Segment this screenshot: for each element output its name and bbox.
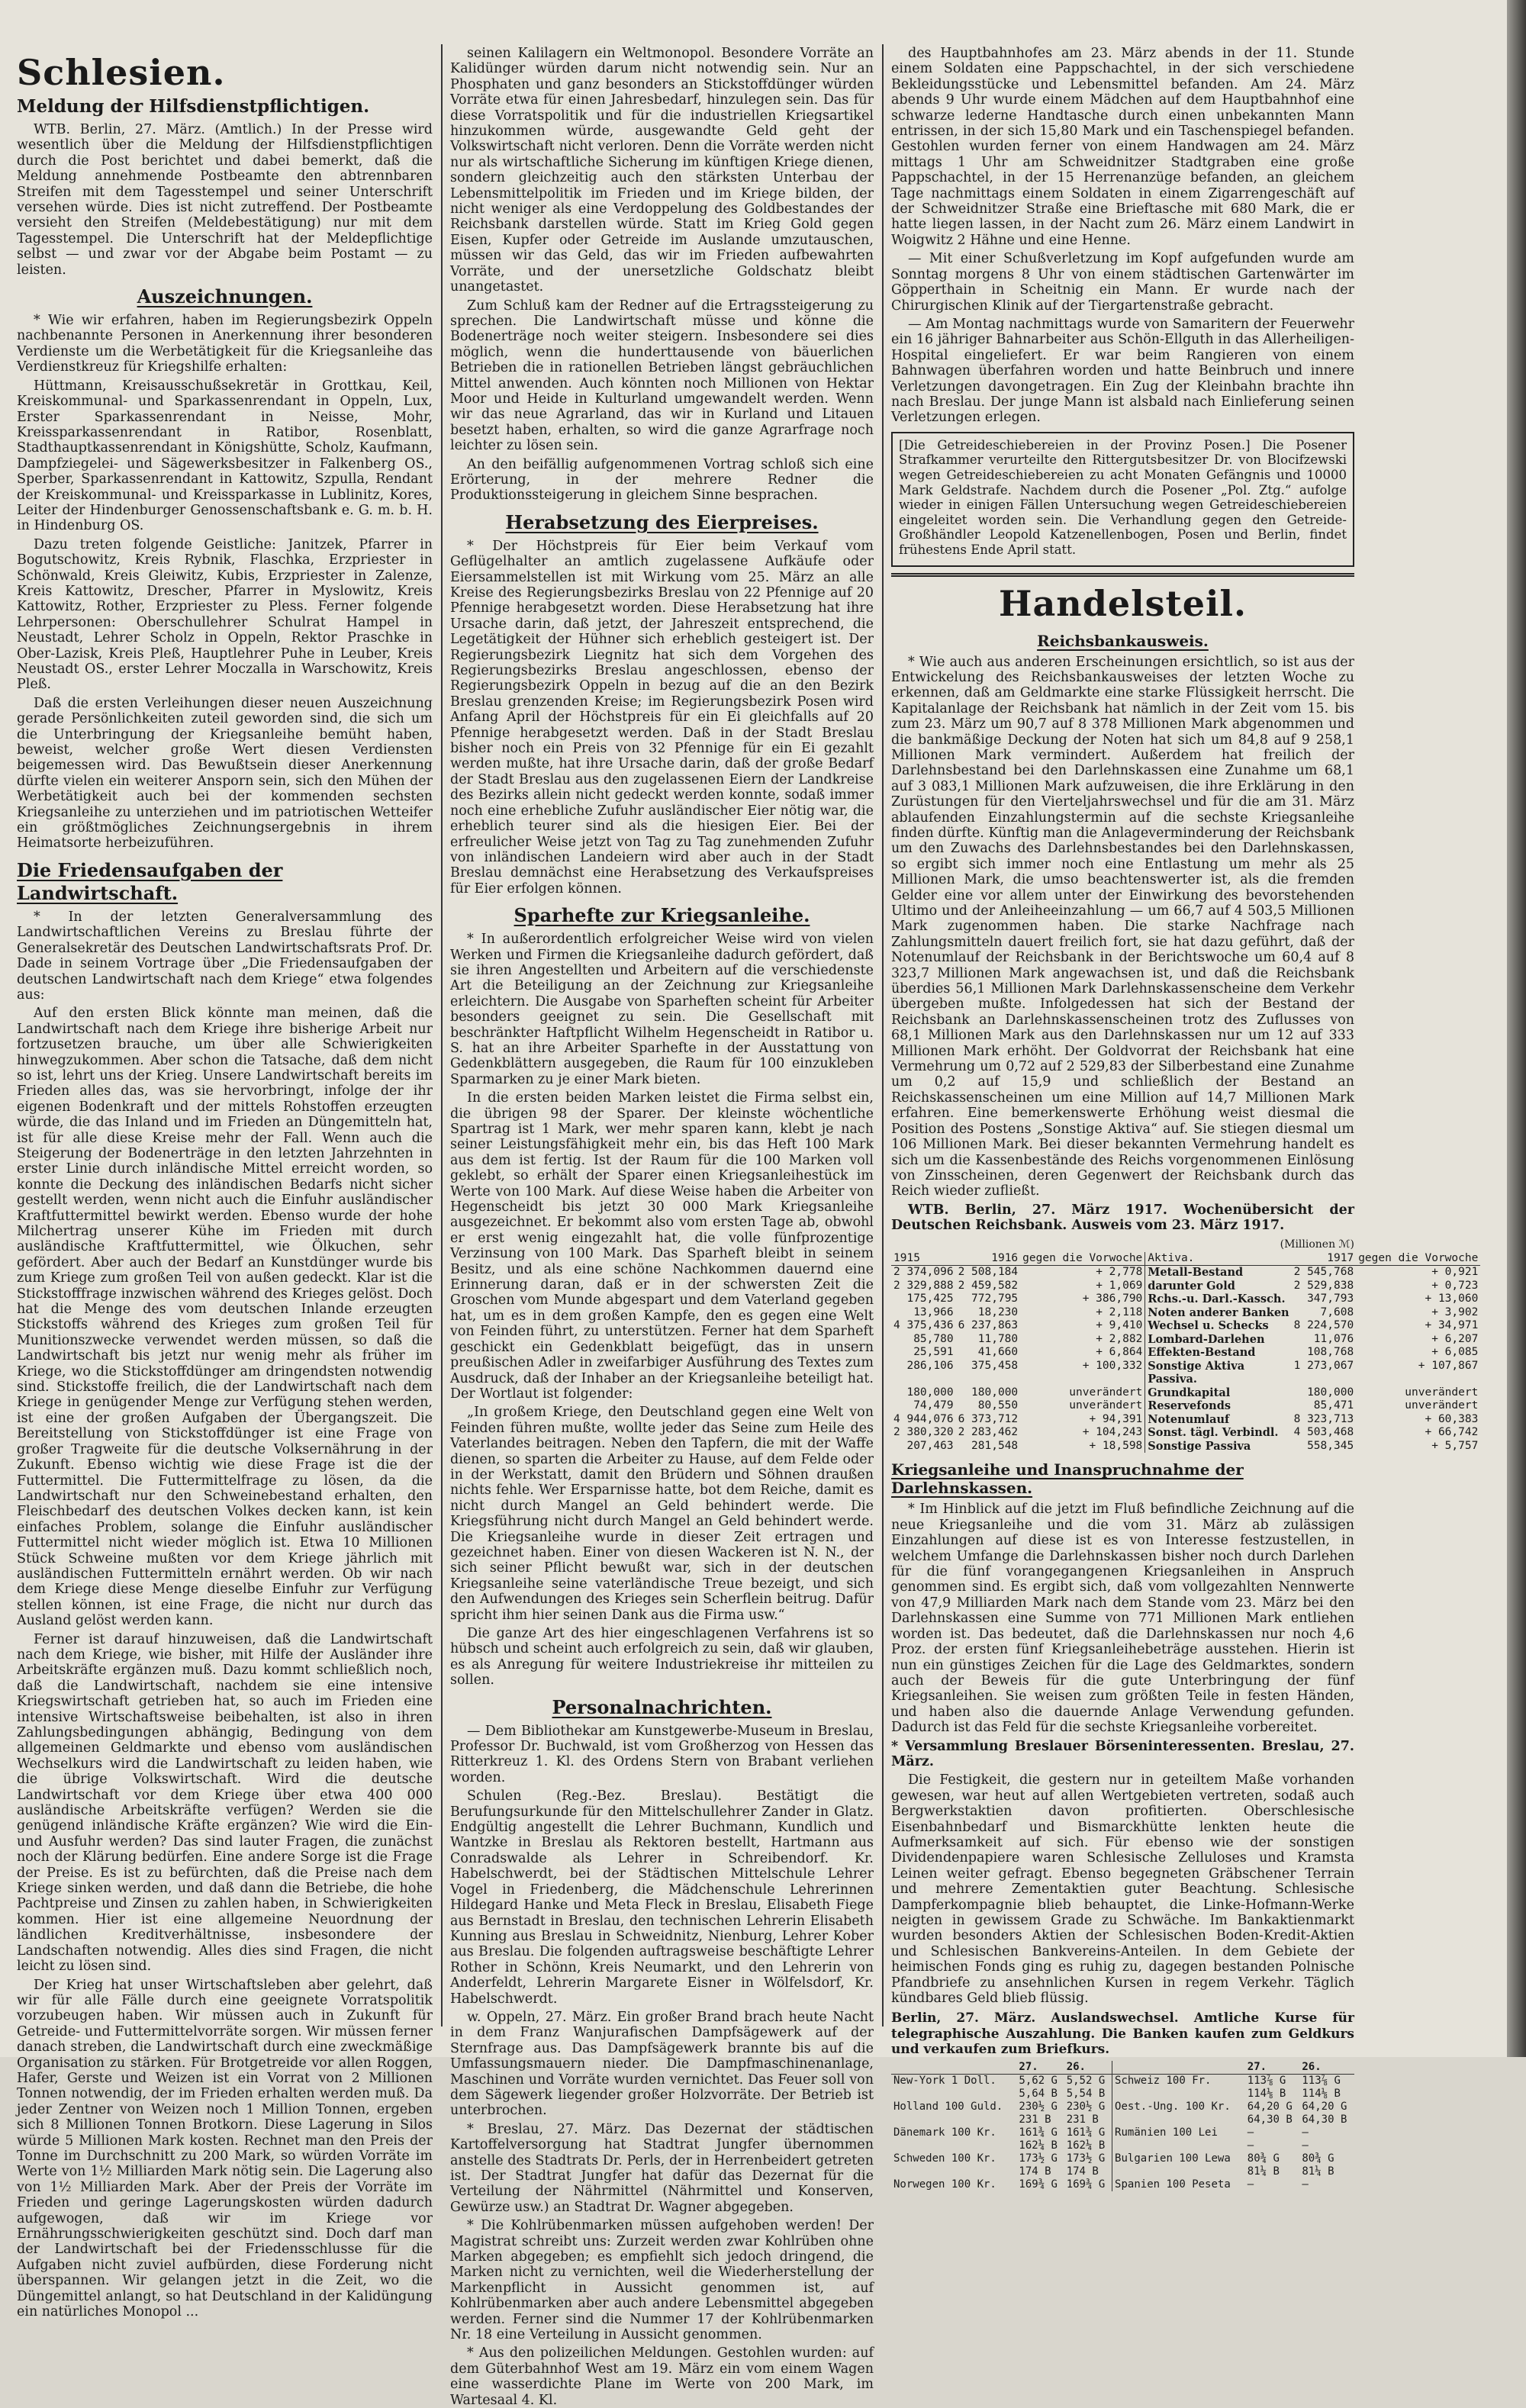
table-cell: 230½ G <box>1019 2100 1058 2113</box>
table-cell: 169¾ G <box>1066 2178 1106 2191</box>
table-row <box>891 1360 1480 1373</box>
table-cell: 5,54 B <box>1066 2087 1106 2100</box>
table-cell: Effekten-Bestand <box>1145 1346 1292 1360</box>
table-cell: Passiva. <box>1145 1373 1292 1386</box>
table-cell: 64,20 G <box>1247 2100 1293 2113</box>
table-cell: unverändert <box>1069 1386 1143 1399</box>
article-paragraph: — Mit einer Schußverletzung im Kopf aufgefunden wurde am Sonntag morgens 8 Uhr von einem städtischen Gartenwärter im Göpperthain in Scheitnig ein Mann. Er wurde nach der Chirurgischen Klinik auf der Tiergartenstraße gebracht. <box>891 251 1354 314</box>
table-cell: + 9,410 <box>1096 1319 1143 1332</box>
table-cell: + 2,882 <box>1096 1332 1143 1345</box>
headline-friedensaufgaben: Die Friedensaufgaben der Landwirtschaft. <box>17 858 283 904</box>
article-paragraph: An den beifällig aufgenommenen Vortrag schloß sich eine Erörterung, in der mehrere Redner die Produktionssteigerung in gleichem Sinne besprachen. <box>450 456 874 504</box>
table-cell: 2 508,184 <box>958 1266 1019 1279</box>
headline-boersenversammlung: * Versammlung Breslauer Börseninteressenten. Breslau, 27. März. <box>891 1738 1354 1769</box>
table-cell: 2 329,888 <box>893 1279 954 1292</box>
table-cell: + 386,790 <box>1082 1293 1143 1305</box>
table-cell: 114⅛ B <box>1247 2087 1286 2100</box>
table-cell <box>1112 2139 1245 2152</box>
headline-darlehnskassen: Kriegsanleihe und Inanspruchnahme der Darlehnskassen. <box>891 1460 1244 1498</box>
table-header-cell <box>1112 2061 1245 2075</box>
page-edge-shadow <box>1507 0 1526 2057</box>
table-cell: unverändert <box>1405 1386 1479 1399</box>
table-cell: 8 224,570 <box>1293 1319 1354 1332</box>
table-cell: 64,30 B <box>1302 2113 1347 2126</box>
headline-sparhefte: Sparhefte zur Kriegsanleihe. <box>513 904 810 927</box>
article-paragraph: des Hauptbahnhofes am 23. März abends in der 11. Stunde einem Soldaten eine Pappschachtel, in der sich verschiedene Bekleidungsstücke und Lebensmittel befanden. Am 24. März abends 9 Uhr wurde einem Mädchen auf dem Hauptbahnhof eine schwarze lederne Handtasche durch einen unbekannten Mann entrissen, in der sich 15,80 Mark und ein Taschenspiegel befanden. Gestohlen wurden ferner von einem Handwagen am 24. März mittags 1 Uhr am Schweidnitzer Stadtgraben eine große Pappschachtel, in der 15 Herrenanzüge befanden, an gleichem Tage nachmittags einem Soldaten in einem Zigarrengeschäft auf der Schweidnitzer Straße eine Brieftasche mit 680 Mark, die er hatte liegen lassen, in der Nacht zum 26. März einem Landwirt in Woigwitz 2 Hähne und eine Henne. <box>891 46 1354 248</box>
table-cell: + 5,757 <box>1431 1439 1479 1452</box>
table-cell: 231 B <box>1019 2113 1051 2126</box>
table-cell <box>956 1373 1021 1386</box>
table-header-row <box>891 2061 1354 2075</box>
article-paragraph: * Wie auch aus anderen Erscheinungen ersichtlich, so ist aus der Entwickelung des Reichsbankausweises der letzten Woche zu erkennen, daß am Geldmarkte eine starke Flüssigkeit herrscht. Die Kapitalanlage der Reichsbank hat nämlich in der Zeit vom 15. bis zum 23. März um 90,7 auf 8 378 Millionen Mark abgenommen und die bankmäßige Deckung der Noten hat sich um 84,8 auf 9 258,1 Millionen Mark vermindert. Außerdem hat freilich der Darlehnsbestand bei den Darlehnskassen eine Zunahme um 68,1 auf 3 083,1 Millionen Mark aufzuweisen, die ihre Erklärung in den Zurüstungen für den Vierteljahrswechsel und für die am 31. März ablaufenden Einzahlungstermin auf die sechste Kriegsanleihe finden dürfte. Künftig man die Anlageverminderung der Reichsbank um den Zuwachs des Darlehnsbestandes bei den Darlehnskassen, so ergibt sich immer noch eine Entlastung um mehr als 25 Millionen Mark, die umso beachtenswerter ist, als die fremden Gelder eine vor allem unter der Einwirkung des bevorstehenden Ultimo und der Anleiheeinzahlung — um 66,7 auf 4 503,5 Millionen Mark zugenommen haben. Die starke Nachfrage nach Zahlungsmitteln dauert freilich fort, sie hat dazu geführt, daß der Notenumlauf der Reichsbank in der Berichtswoche um 60,4 auf 8 323,7 Millionen Mark angewachsen ist, und daß die Reichsbank überdies 56,1 Millionen Mark Darlehnskassenscheine dem Verkehr übergeben mußte. Infolgedessen hat sich der Bestand der Reichsbank an Darlehnskassenscheinen trotz des Zuflusses von 68,1 Millionen Mark aus den Darlehnskassen nur um 12 auf 333 Millionen Mark erhöht. Der Goldvorrat der Reichsbank hat eine Vermehrung um 0,72 auf 2 529,83 der Silberbestand eine Zunahme um 0,2 auf 15,9 und schließlich der Bestand an Reichskassenscheinen um eine Million auf 14,7 Millionen Mark erfahren. Eine bemerkenswerte Erhöhung weist diesmal die Position des Postens „Sonstige Aktiva“ auf. Sie stiegen diesmal um 106 Millionen Mark. Bei dieser bekannten Vermehrung handelt es sich um die Kassenbestände des Reichs vorgenommenen Einlösung von Zinsscheinen, deren Gegenwert der Reichsbank durch das Reich wieder zufließt. <box>891 654 1354 1199</box>
column-middle <box>450 46 874 2408</box>
article-paragraph: WTB. Berlin, 27. März 1917. Wochenübersicht der Deutschen Reichsbank. Ausweis vom 23. März 1917. <box>891 1202 1354 1234</box>
table-cell: + 60,383 <box>1425 1412 1479 1425</box>
table-row <box>891 1413 1480 1427</box>
article-paragraph: * In der letzten Generalversammlung des Landwirtschaftlichen Vereins zu Breslau führte der Generalsekretär des Deutschen Landwirtschaftsrats Prof. Dr. Dade in seinem Vortrage über „Die Friedensaufgaben der deutschen Landwirtschaft nach dem Kriege“ etwa folgendes aus: <box>17 909 433 1003</box>
headline-reichsbankausweis: Reichsbankausweis. <box>1037 631 1209 650</box>
table-row <box>891 1293 1480 1306</box>
table-cell: New-York 1 Doll. <box>893 2074 996 2087</box>
table-cell: 173½ G <box>1019 2152 1058 2165</box>
boxed-notice-text: [Die Getreideschiebereien in der Provinz Posen.] Die Posener Strafkammer verurteilte den Rittergutsbesitzer Dr. von Blocifzewski wegen Getreideschiebereien zu acht Monaten Gefängnis und 10000 Mark Geldstrafe. Nachdem durch die Posener „Pol. Ztg.“ aufolge wieder in einigen Fällen Untersuchung wegen Getreideschiebereien eingeleitet worden sein. Die Verhandlung gegen den Getreide-Großhändler Leopold Katzenellenbogen, Posen und Berlin, findet frühestens Ende April statt. <box>899 437 1347 557</box>
table-row <box>891 2139 1354 2152</box>
table-cell: 74,479 <box>913 1399 954 1412</box>
table-cell: 11,780 <box>977 1332 1019 1345</box>
table-cell: 2 374,096 <box>893 1266 954 1279</box>
article-paragraph: Schulen (Reg.-Bez. Breslau). Bestätigt die Berufungsurkunde für den Mittelschullehrer Zander in Glatz. Endgültig angestellt die Lehrer Buchmann, Kundlich und Wantzke in Breslau als Rektoren bestellt, Hartmann aus Conradswalde als Lehrer in Schreibendorf. Kr. Habelschwerdt, bei der Städtischen Mittelschule Lehrer Vogel in Friedenberg, die Mädchenschule Lehrerinnen Hildegard Hanke und Meta Fleck in Breslau, Elisabeth Fiege aus Bernstadt in Breslau, den technischen Lehrerin Elisabeth Kunning aus Breslau in Schweidnitz, Nienburg, Lehrer Kober aus Breslau. Die folgenden auftragsweise beschäftigte Lehrer Rother in Schönn, Kreis Neumarkt, und den Lehrerin von Anderfeldt, Lehrerin Margarete Eisner in Wölfelsdorf, Kr. Habelschwerdt. <box>450 1788 874 2007</box>
table-cell: unverändert <box>1069 1399 1143 1412</box>
table-cell: 4 944,076 <box>893 1412 954 1425</box>
table-cell: + 3,902 <box>1431 1305 1479 1318</box>
table-cell: 6 237,863 <box>958 1319 1019 1332</box>
table-cell: Sonst. tägl. Verbindl. <box>1145 1426 1292 1440</box>
article-paragraph: * Im Hinblick auf die jetzt im Fluß befindliche Zeichnung auf die neue Kriegsanleihe und die vom 31. März ab zulässigen Einzahlungen auf diese ist es von Interesse festzustellen, in welchem Umfange die Darlehnskassen bisher noch durch Darlehen für die fünf vorangegangenen Kriegsanleihen in Anspruch genommen sind. Es ergibt sich, daß vom vollgezahlten Nennwerte von 47,9 Milliarden Mark nach dem Stande vom 23. März bei den Darlehnskassen eine Summe von 771 Millionen Mark entliehen worden ist. Das bedeutet, daß die Darlehnskassen nur noch 4,6 Proz. der ersten fünf Kriegsanleihebeträge ausstehen. Hierin ist nun ein günstiges Zeichen für die Lage des Geldmarktes, sondern auch der Beweis für die gute Unterbringung der fünf Kriegsanleihen. Sie weisen zum größten Teile in festen Händen, und haben also die dauernde Anlage Verwendung gefunden. Dadurch ist das Feld für die sechste Kriegsanleihe vorbereitet. <box>891 1502 1354 1736</box>
table-cell: 174 B <box>1019 2165 1051 2178</box>
table-cell: unverändert <box>1405 1399 1479 1412</box>
table-row <box>891 1373 1480 1386</box>
article-paragraph: * Aus den polizeilichen Meldungen. Gestohlen wurden: auf dem Güterbahnhof West am 19. März ein vom einem Wagen eine wasserdichte Plane im Werte von 200 Mark, im Wartesaal 4. Kl. <box>450 2345 874 2408</box>
article-paragraph: Die Festigkeit, die gestern nur in geteiltem Maße vorhanden gewesen, war heut auf allen Wertgebieten vertreten, sodaß auch Bergwerkstaktien davon profitierten. Oberschlesische Eisenbahnbedarf und Bismarckhütte lenkten heute die Aufmerksamkeit auf sich. Für ebenso wie der sonstigen Dividendenpapiere waren Schlesische Zelluloses und Kramsta Leinen weiter gefragt. Ebenso begegneten Gräbschener Terrain und mehrere Zementaktien guter Beachtung. Schlesische Dampferkompagnie blieb behauptet, die Linke-Hofmann-Werke neigten in gewissem Grade zu Schwäche. Im Bankaktienmarkt wurden besonders Aktien der Schlesischen Boden-Kredit-Aktien und Schlesischen Bankvereins-Anteilen. In dem Gebiete der heimischen Fonds ging es ruhig zu, dagegen bestanden Polnische Pfandbriefe zu ansehnlichen Kursen in regem Verkehr. Täglich kündbares Geld blieb flüssig. <box>891 1772 1354 2007</box>
table-cell: 2 545,768 <box>1293 1266 1354 1279</box>
table-cell: 162¼ B <box>1066 2139 1106 2152</box>
table-cell <box>1020 1373 1145 1386</box>
article-paragraph: Daß die ersten Verleihungen dieser neuen Auszeichnung gerade Persönlichkeiten zuteil geworden sind, die sich um die Unterbringung der Kriegsanleihe bemüht haben, beweist, welcher große Wert diesen Verdiensten beigemessen wird. Das Bewußtsein dieser Anerkennung dürfte vielen ein weiterer Ansporn sein, sich den Mühen der Werbetätigkeit auch bei der kommenden sechsten Kriegsanleihe zu unterziehen und im patriotischen Wetteifer ein größtmögliches Zeichnungsergebnis in ihrem Heimatsorte herbeizuführen. <box>17 695 433 851</box>
table-cell: 80,550 <box>977 1399 1019 1412</box>
table-cell: 85,471 <box>1313 1399 1354 1412</box>
table-cell: 80¾ G <box>1247 2152 1280 2165</box>
article-paragraph: Zum Schluß kam der Redner auf die Ertragssteigerung zu sprechen. Die Landwirtschaft müsse und könne die Bodenerträge noch weiter steigern. Insbesondere sei dies möglich, wenn die hunderttausende von bäuerlichen Betrieben die in rationellen Betrieben längst gebräuchlichen Mittel anwenden. Auch könnten noch Millionen von Hektar Moor und Heide in Kulturland umgewandelt werden. Wenn wir das neue Agrarland, das wir in Kurland und Litauen besetzt haben, erhalten, so wird die ganze Agrarfrage noch leichter zu lösen sein. <box>450 298 874 454</box>
table-cell: + 0,723 <box>1431 1279 1479 1292</box>
table-cell: 1 273,067 <box>1293 1359 1354 1372</box>
table-cell: Oest.-Ung. 100 Kr. <box>1112 2101 1245 2113</box>
column-left <box>17 46 433 2320</box>
article-paragraph: Auf den ersten Blick könnte man meinen, daß die Landwirtschaft nach dem Kriege ihre bisherige Arbeit nur fortzusetzen brauche, um über alle Schwierigkeiten hinwegzukommen. Aber schon die Tatsache, daß dem nicht so ist, lehrt uns der Krieg. Unsere Landwirtschaft bereits im Frieden alles das, was sie hervorbringt, infolge der ihr eigenen Bodenkraft und der mittels Rohstoffen erzeugten würde, die das Inland und im Frieden an Düngemitteln hat, ist für alle diese Kreise mehr der Fall. Wenn auch die Steigerung der Bodenerträge in den letzten Jahrzehnten in erster Linie durch inländische Mittel erreicht worden, so konnte die Deckung des inländischen Bedarfs nicht sicher gestellt werden, wenn nicht auch die Einfuhr ausländischer Kraftfuttermittel bewirkt werden. Ebenso wurde der hohe Milchertrag unserer Kühe im Frieden mit durch ausländische Kraftfuttermittel, wie Ölkuchen, sehr gefördert. Aber auch der Bedarf an Kunstdünger wurde bis zum Kriege zum großen Teil von außen gedeckt. Klar ist die Stickstofffrage inzwischen während des Krieges gelöst. Doch hat die Menge des vom deutschen Inlande erzeugten Stickstoffs während des Krieges zum großen Teil für Munitionszwecke verwendet werden müssen, so daß die Landwirtschaft bis jetzt nur wenig mehr als früher im Kriege, wo die Stickstoffdünger am dringendsten notwendig sind. Stickstoffe freilich, die der Landwirtschaft nach dem Kriege in genügender Menge zur Verfügung stehen werden, ist eine der großen Aufgaben der Übergangszeit. Die Bereitstellung von Stickstoffdünger ist eine Frage von großer Tragweite für die deutsche Volksernährung in der Zukunft. Ebenso wichtig wie diese Frage ist die der Futtermittel. Die Futtermittelfrage zu lösen, da die Landwirtschaft nur den Schweinebestand erhalten, den Fleischbedarf des deutschen Volkes decken kann, ist kein einfaches Problem, solange die Einfuhr ausländischer Futtermittel nicht wieder möglich ist. Etwa 10 Millionen Stück Schweine mußten vor dem Kriege jährlich mit ausländischen Futtermitteln ernährt werden. Ob wir nach dem Kriege diese Menge dieselbe Einfuhr zur Verfügung stellen können, ist eine Frage, die nicht nur durch das Ausland gelöst werden kann. <box>17 1006 433 1629</box>
table-cell: 64,30 B <box>1247 2113 1293 2126</box>
table-cell <box>891 2113 1016 2126</box>
table-cell: Norwegen 100 Kr. <box>893 2178 996 2191</box>
table-cell: Holland 100 Guld. <box>893 2100 1003 2113</box>
table-cell: 114⅛ B <box>1302 2087 1341 2100</box>
table-cell: — <box>1302 2139 1309 2152</box>
table-cell: + 1,069 <box>1096 1279 1143 1292</box>
table-cell: + 0,921 <box>1431 1266 1479 1279</box>
table-cell: 8 323,713 <box>1293 1412 1354 1425</box>
table-cell <box>891 2165 1016 2178</box>
divider <box>891 573 1354 577</box>
column-right <box>891 46 1479 2191</box>
table-row <box>891 1319 1480 1333</box>
table-cell: 4 375,436 <box>893 1319 954 1332</box>
table-cell: 18,230 <box>977 1305 1019 1318</box>
table-units: (Millionen ℳ) <box>1280 1238 1354 1251</box>
table-header-cell: 1916 <box>956 1252 1021 1266</box>
table-cell: 180,000 <box>1307 1386 1354 1399</box>
table-cell: 162¼ B <box>1019 2139 1058 2152</box>
table-cell: 231 B <box>1066 2113 1099 2126</box>
table-row <box>891 1306 1480 1320</box>
table-cell <box>891 1373 956 1386</box>
table-cell: Schweiz 100 Fr. <box>1112 2074 1245 2088</box>
article-paragraph: Dazu treten folgende Geistliche: Janitzek, Pfarrer in Bogutschowitz, Kreis Rybnik, Flaschka, Erzpriester in Schönwald, Kreis Gleiwitz, Kubis, Erzpriester in Zalenze, Kreis Kattowitz, Drescher, Pfarrer in Myslowitz, Kreis Kattowitz, Rother, Erzpriester zu Pless. Ferner folgende Lehrpersonen: Oberschullehrer Schulrat Hampel in Neustadt, Lehrer Scholz in Oppeln, Rektor Praschke in Ober-Lazisk, Kreis Pleß, Hauptlehrer Puhe in Leuber, Kreis Neustadt OS., erster Lehrer Moczalla in Warschowitz, Kreis Pleß. <box>17 536 433 693</box>
article-paragraph: — Dem Bibliothekar am Kunstgewerbe-Museum in Breslau, Professor Dr. Buchwald, ist vom Großherzog von Hessen das Ritterkreuz 1. Kl. des Ordens Stern von Brabant verliehen worden. <box>450 1723 874 1785</box>
table-cell: Metall-Bestand <box>1145 1266 1292 1280</box>
table-cell: Sonstige Aktiva <box>1145 1360 1292 1373</box>
article-paragraph: Hüttmann, Kreisausschußsekretär in Grottkau, Keil, Kreiskommunal- und Sparkassenrendant in Oppeln, Lux, Erster Sparkassenrendant in Neisse, Mohr, Kreissparkassenrendant in Ratibor, Rosenblatt, Stadthauptkassenrendant in Königshütte, Scholz, Kaufmann, Dampfziegelei- und Sägewerksbesitzer in Falkenberg OS., Sperber, Sparkassenrendant in Kattowitz, Szpulla, Rendant der Kreiskommunal- und Kreissparkasse in Lublinitz, Kores, Leiter der Hindenburger Genossenschaftsbank e. G. m. b. H. in Hindenburg OS. <box>17 378 433 534</box>
table-cell: + 107,867 <box>1418 1359 1479 1372</box>
article-paragraph: Die ganze Art des hier eingeschlagenen Verfahrens ist so hübsch und scheint auch erfolgreich zu sein, daß wir glauben, es als Anregung für weitere Industriekreise ihr mitteilen zu sollen. <box>450 1626 874 1688</box>
headline-hilfsdienst: Meldung der Hilfsdienstpflichtigen. <box>17 96 370 117</box>
table-cell: 5,62 G <box>1019 2074 1058 2087</box>
table-cell: 2 529,838 <box>1293 1279 1354 1292</box>
exchange-rate-table <box>891 2061 1354 2191</box>
table-cell: 41,660 <box>977 1346 1019 1359</box>
table-cell: 5,52 G <box>1066 2074 1106 2087</box>
table-row <box>891 1280 1480 1293</box>
table-cell: Sonstige Passiva <box>1145 1440 1292 1453</box>
table-cell: Dänemark 100 Kr. <box>893 2126 996 2139</box>
headline-eierpreis: Herabsetzung des Eierpreises. <box>505 510 819 533</box>
table-cell: 113⅞ G <box>1247 2074 1286 2087</box>
table-cell: 13,966 <box>913 1305 954 1318</box>
headline-auszeichnungen: Auszeichnungen. <box>137 285 313 308</box>
table-cell: 4 503,468 <box>1293 1426 1354 1439</box>
table-cell <box>1112 2088 1245 2101</box>
table-cell: 772,795 <box>971 1293 1019 1305</box>
table-cell: — <box>1247 2139 1254 2152</box>
table-header-cell: 26. <box>1064 2061 1112 2075</box>
table-cell: Schweden 100 Kr. <box>893 2152 996 2165</box>
table-header-row <box>891 1252 1480 1266</box>
table-cell: 174 B <box>1066 2165 1099 2178</box>
table-cell: 7,608 <box>1320 1305 1354 1318</box>
section-title-handelsteil: Handelsteil. <box>999 582 1247 624</box>
table-cell: 180,000 <box>971 1386 1019 1399</box>
table-row <box>891 2165 1354 2178</box>
table-row <box>891 1333 1480 1347</box>
table-row <box>891 2178 1354 2191</box>
table-row <box>891 2126 1354 2139</box>
table-cell: + 6,864 <box>1096 1346 1143 1359</box>
table-cell: 161¾ G <box>1019 2126 1058 2139</box>
article-paragraph: * Der Höchstpreis für Eier beim Verkauf vom Geflügelhalter an amtlich zugelassene Aufkäufe oder Eiersammelstellen ist mit Wirkung vom 25. März an alle Kreise des Regierungsbezirks Breslau von 22 Pfennige auf 20 Pfennige herabgesetzt worden. Diese Herabsetzung hat ihre Ursache darin, daß jetzt, der Jahreszeit entsprechend, die Legetätigkeit der Hühner sich erheblich gesteigert ist. Der Regierungsbezirk Liegnitz hat sich dem Vorgehen des Regierungsbezirks Breslau angeschlossen, ebenso der Regierungsbezirk Oppeln in bezug auf die an den Bezirk Breslau grenzenden Kreise; im Regierungsbezirk Posen wird Anfang April der Höchstpreis für ein Ei gleichfalls auf 20 Pfennige herabgesetzt werden. Daß in der Stadt Breslau bisher noch ein Preis von 32 Pfennige für ein Ei gezahlt werden mußte, hat ihre Ursache darin, daß der große Bedarf der Stadt Breslau aus den zugelassenen Eiern der Landkreise des Bezirks allein nicht gedeckt werden konnte, sodaß immer noch eine erhebliche Zufuhr ausländischer Eier nötig war, die erheblich teurer sind als die hiesigen Eier. Bei der erfreulicher Weise jetzt von Tag zu Tag zunehmenden Zufuhr von inländischen Landeiern wird aber auch in der Stadt Breslau demnächst eine Herabsetzung des Verkaufspreises für Eier erfolgen können. <box>450 538 874 897</box>
table-cell: + 2,118 <box>1096 1305 1143 1318</box>
table-cell: 558,345 <box>1307 1439 1354 1452</box>
table-row <box>891 2088 1354 2101</box>
table-cell: + 6,085 <box>1431 1346 1479 1359</box>
table-cell: 2 380,320 <box>893 1426 954 1439</box>
table-row <box>891 1346 1480 1360</box>
table-row <box>891 1440 1480 1453</box>
article-paragraph: * Wie wir erfahren, haben im Regierungsbezirk Oppeln nachbenannte Personen in Anerkennung ihrer besonderen Verdienste um die Werbetätigkeit für die Kriegsanleihe das Verdienstkreuz für Kriegshilfe erhalten: <box>17 313 433 375</box>
table-cell: 85,780 <box>913 1332 954 1345</box>
article-paragraph: In die ersten beiden Marken leistet die Firma selbst ein, die übrigen 98 der Sparer. Der kleinste wöchentliche Spartrag ist 1 Mark, wer mehr sparen kann, klebt je nach seiner Leistungsfähigkeit mehr ein, bis das Heft 100 Mark aus dem ist fertig. Ist der Raum für die 100 Marken voll geklebt, so erhält der Sparer einen Kriegsanleihestück im Werte von 100 Mark. Auf diese Weise haben die Arbeiter von Hegenscheidt bis jetzt 30 000 Mark Kriegsanleihe ausgezeichnet. Er bekommt also vom ersten Tage ab, obwohl er erst wenig eingezahlt hat, die volle fünfprozentige Verzinsung von 100 Mark. Das Sparheft bleibt in seinem Besitz, und als eine schöne Nachkommen dauernd eine Erinnerung daran, daß er in der schwersten Zeit die Groschen vom Munde abgespart und dem Vaterland gegeben hat, um es in dem großen Kampfe, den es gegen eine Welt von Feinden führt, zu unterstützen. Ferner hat dem Sparheft geschickt ein Gedenkblatt beigefügt, das in unsern preußischen Adler in zweifarbiger Ausführung des Textes zum Ausdruck, daß der Inhaber an der Kriegsanleihe beteiligt hat. Der Wortlaut ist folgender: <box>450 1090 874 1402</box>
table-cell: 207,463 <box>906 1439 954 1452</box>
article-paragraph: * Breslau, 27. März. Das Dezernat der städtischen Kartoffelversorgung hat Stadtrat Jungfer übernommen anstelle des Stadtrats Dr. Perls, der in Herrenbeidert getreten ist. Der Stadtrat Jungfer hat dafür das Dezernat für die Verteilung der Nährmittel (Nährmittel und Konserven, Gewürze usw.) an Stadtrat Dr. Wagner abgegeben. <box>450 2121 874 2215</box>
table-row <box>891 1386 1480 1400</box>
table-header-cell: 27. <box>1016 2061 1064 2075</box>
table-cell: 230½ G <box>1066 2100 1106 2113</box>
table-cell: + 6,207 <box>1431 1332 1479 1345</box>
table-cell: — <box>1302 2126 1309 2139</box>
boxed-notice-posen <box>891 432 1354 567</box>
table-cell <box>1356 1373 1480 1386</box>
table-cell: 2 459,582 <box>958 1279 1019 1292</box>
table-cell: Grundkapital <box>1145 1386 1292 1400</box>
table-cell: — <box>1247 2126 1254 2139</box>
table-cell: 347,793 <box>1307 1293 1354 1305</box>
table-row <box>891 1426 1480 1440</box>
table-cell <box>1112 2165 1245 2178</box>
table-cell: 80¾ G <box>1302 2152 1334 2165</box>
table-row <box>891 1399 1480 1413</box>
table-cell: Lombard-Darlehen <box>1145 1333 1292 1347</box>
table-cell: — <box>1247 2178 1254 2191</box>
table-cell: + 34,971 <box>1425 1319 1479 1332</box>
table-cell: Notenumlauf <box>1145 1413 1292 1427</box>
table-header-cell: 26. <box>1299 2061 1354 2075</box>
table-cell: 169¾ G <box>1019 2178 1058 2191</box>
article-paragraph: * Die Kohlrübenmarken müssen aufgehoben werden! Der Magistrat schreibt uns: Zurzeit werden zwar Kohlrüben ohne Marken abgegeben; es empfiehlt sich jedoch dringend, die Marken nicht zu vernichten, weil die Wiederherstellung der Markenpflicht in Aussicht genommen ist, auf Kohlrübenmarken aber auch andere Lebensmittel abgegeben werden. Ferner sind die Nummer 17 der Kohlrübenmarken Nr. 18 eine Verteilung in Aussicht genommen. <box>450 2218 874 2343</box>
table-cell: darunter Gold <box>1145 1280 1292 1293</box>
table-cell: 286,106 <box>906 1359 954 1372</box>
table-cell: + 100,332 <box>1082 1359 1143 1372</box>
table-cell: 6 373,712 <box>958 1412 1019 1425</box>
table-cell: 180,000 <box>906 1386 954 1399</box>
table-row <box>891 2152 1354 2165</box>
table-cell <box>1112 2113 1245 2126</box>
article-paragraph: seinen Kalilagern ein Weltmonopol. Besondere Vorräte an Kalidünger würden darum nicht notwendig sein. Nur an Phosphaten und ganz besonders an Stickstoffdünger würden Vorräte etwa für einen Jahresbedarf, hinzulegen sein. Das für diese Vorratspolitik und für die industriellen Kriegsartikel hinzukommen würde, ausgewandte Geld geht der Volkswirtschaft nicht verloren. Denn die Vorräte werden nicht nur als wirtschaftliche Sicherung im künftigen Kriege dienen, sondern gleichzeitig auch den stärksten Unterbau der Lebensmittelpolitik im Frieden und im Kriege bilden, der nicht weniger als eine Verdoppelung des Goldbestandes der Reichsbank darstellen würde. Statt im Krieg Gold gegen Eisen, Kupfer oder Getreide im Auslande umzutauschen, müssen wir das Geld, das wir im Frieden aufbewahrten Vorräte, und der unersetzliche Goldschatz bleibt unangetastet. <box>450 46 874 295</box>
article-paragraph: * In außerordentlich erfolgreicher Weise wird von vielen Werken und Firmen die Kriegsanleihe dadurch gefördert, daß sie ihren Angestellten und Arbeitern auf die verschiedenste Art die Beteiligung an der Zeichnung zur Kriegsanleihe erleichtern. Die Ausgabe von Sparheften scheint für Arbeiter besonders geeignet zu sein. Die Gesellschaft mit beschränkter Haftpflicht Wilhelm Hegenscheidt in Ratibor u. S. hat an ihre Arbeiter Sparhefte in der Ausstattung von Gedenkblättern ausgegeben, die Raum für 100 einzukleben Sparmarken zu je einer Mark bieten. <box>450 932 874 1087</box>
table-cell: 25,591 <box>913 1346 954 1359</box>
table-cell: + 2,778 <box>1096 1266 1143 1279</box>
table-cell: 81¼ B <box>1302 2165 1334 2178</box>
article-paragraph: „In großem Kriege, den Deutschland gegen eine Welt von Feinden führen mußte, wollte jeder das Seine zum Heile des Vaterlandes beitragen. Neben den Tapfern, die mit der Waffe dienen, so sparten die Arbeiter zu Hause, auf dem Felde oder in der Werkstatt, damit den Brüdern und Söhnen draußen nichts fehle. Wer Ersparnisse hatte, bot dem Reiche, damit es nicht durch Mangel an Geld behindert werde. Die Kriegsführung nicht durch Mangel an Geld behindert werde. Die Kriegsanleihe wurde in dieser Zeit ertragen und gezeichnet haben. Einer von diesen Wackeren ist N. N., der sich seiner Pflicht bewußt war, sich in der deutschen Kriegsanleihe seine vaterländische Treue bezeigt, und sich den Aufwendungen des Krieges sein Scherflein beitrug. Dafür spricht ihm hier seinen Dank aus die Firma usw.“ <box>450 1405 874 1623</box>
article-paragraph: Der Krieg hat unser Wirtschaftsleben aber gelehrt, daß wir für alle Fälle durch eine geeignete Vorratspolitik vorzubeugen haben. Wir müssen auch in Zukunft für Getreide- und Futtermittelvorräte sorgen. Wir müssen ferner danach streben, die Landwirtschaft durch eine zweckmäßige Organisation zu stärken. Für Brotgetreide vor allen Roggen, Hafer, Gerste und Weizen ist ein Vorrat von 2 Millionen Tonnen notwendig, der im Frieden erhalten werden muß. Da jeder Zentner von Weizen noch 1 Million Tonnen, ergeben sich 8 Millionen Tonnen Brotkorn. Diese Lagerung in Silos würde 5 Millionen Mark kosten. Rechnet man den Preis der Tonne im Durchschnitt zu 200 Mark, so würden Vorräte im Werte von 1½ Milliarden Mark nötig sein. Die Lagerung also von 1½ Milliarden Mark. Aber der Preis der Vorräte im Frieden und geringe Lagerungskosten würden dadurch aufgewogen, daß wir im Kriege vor Ernährungsschwierigkeiten geschützt sind. Doch darf man der Landwirtschaft bei der Friedensschlusse für die Aufgaben nicht zuviel aufbürden, diese Forderung nicht überspannen. Wir gelangen jetzt in die Zeit, wo die Düngemittel anlangt, so hat Deutschland in der Kalidüngung ein natürliches Monopol ... <box>17 1977 433 2320</box>
table-header-cell: gegen die Vorwoche <box>1020 1252 1145 1266</box>
table-cell: 81¼ B <box>1247 2165 1280 2178</box>
table-cell: 2 283,462 <box>958 1426 1019 1439</box>
table-cell: Noten anderer Banken <box>1145 1306 1292 1320</box>
table-row <box>891 2113 1354 2126</box>
table-cell: 113⅞ G <box>1302 2074 1341 2087</box>
article-paragraph: Ferner ist darauf hinzuweisen, daß die Landwirtschaft nach dem Kriege, wie bisher, mit Hilfe der Ausländer ihre Arbeitskräfte ergänzen muß. Dazu kommt schließlich noch, daß die Landwirtschaft, nachdem sie eine intensive Kriegswirtschaft getrieben hat, so auch im Frieden eine intensive Wirtschaftsweise beibehalten, ist also in ihren Zahlungsbedingungen abhängig, Bedingung von dem allgemeinen Geldmarkte und ebenso vom ausländischen Wechselkurs wird die Landwirtschaft zu leiden haben, wie die übrige Volkswirtschaft. Wird die deutsche Landwirtschaft vor dem Kriege über etwa 400 000 ausländische Arbeitskräfte verfügen? Werden sie die genügend inländische Kräfte ergänzen? Wie wird die Ein- und Ausfuhr werden? Das sind lauter Fragen, die zunächst noch der Klärung bedürfen. Eine andere Sorge ist die Frage der Preise. Es ist zu befürchten, daß die Preise nach dem Kriege sinken werden, und daß dann die Betriebe, die hohe Pachtpreise und Zinsen zu zahlen haben, in Schwierigkeiten kommen. Hier ist eine allgemeine Neuordnung der ländlichen Kreditverhältnisse, insbesondere der Landschaften notwendig. Alles dies sind Fragen, die nicht leicht zu lösen sind. <box>17 1631 433 1975</box>
table-cell: Rchs.-u. Darl.-Kassch. <box>1145 1293 1292 1306</box>
table-row <box>891 2074 1354 2088</box>
table-row <box>891 1266 1480 1280</box>
fx-caption: Berlin, 27. März. Auslandswechsel. Amtliche Kurse für telegraphische Auszahlung. Die Banken kaufen zum Geldkurs und verkaufen zum Briefkurs. <box>891 2010 1354 2058</box>
headline-personalnachrichten: Personalnachrichten. <box>552 1695 772 1718</box>
table-cell: 108,768 <box>1307 1346 1354 1359</box>
table-cell: + 13,060 <box>1425 1293 1479 1305</box>
table-cell: Spanien 100 Peseta <box>1112 2178 1245 2191</box>
table-cell <box>891 2139 1016 2152</box>
table-header-cell <box>891 2061 1016 2075</box>
reichsbank-table <box>891 1252 1480 1453</box>
table-header-cell: 27. <box>1245 2061 1300 2075</box>
table-cell <box>891 2088 1016 2101</box>
table-cell: 11,076 <box>1313 1332 1354 1345</box>
table-row <box>891 2101 1354 2113</box>
table-cell: 375,458 <box>971 1359 1019 1372</box>
article-paragraph: WTB. Berlin, 27. März. (Amtlich.) In der Presse wird wesentlich über die Meldung der Hilfsdienstpflichtigen durch die Post berichtet und dabei bemerkt, daß die Meldung annehmende Postbeamte den abtrennbaren Streifen mit dem Tagesstempel und seiner Unterschrift versehen würde. Dies ist nicht zutreffend. Der Postbeamte versieht den Streifen (Meldebestätigung) nur mit dem Tagesstempel. Die Unterschrift hat der Meldepflichtige selbst — und zwar vor der Abgabe beim Postamt — zu leisten. <box>17 122 433 278</box>
table-cell: 64,20 G <box>1302 2100 1347 2113</box>
table-cell: + 66,742 <box>1425 1426 1479 1439</box>
table-cell: Wechsel u. Schecks <box>1145 1319 1292 1333</box>
column-rule <box>882 44 884 2027</box>
table-cell: Bulgarien 100 Lewa <box>1112 2152 1245 2165</box>
table-cell: 5,64 B <box>1019 2087 1058 2100</box>
table-cell: 281,548 <box>971 1439 1019 1452</box>
table-cell: Reservefonds <box>1145 1399 1292 1413</box>
table-header-cell: Aktiva. <box>1145 1252 1292 1266</box>
section-title-schlesien: Schlesien. <box>17 52 226 93</box>
table-cell: — <box>1302 2178 1309 2191</box>
table-header-cell: 1915 <box>891 1252 956 1266</box>
table-header-cell: 1917 <box>1292 1252 1357 1266</box>
article-paragraph: — Am Montag nachmittags wurde von Samaritern der Feuerwehr ein 16 jähriger Bahnarbeiter aus Schön-Ellguth in das Allerheiligen-Hospital eingeliefert. Er war beim Rangieren von einem Bahnwagen überfahren worden und hatte Beinbruch und innere Verletzungen davongetragen. Ein Zug der Kleinbahn brachte ihn nach Breslau. Der junge Mann ist alsbald nach Einlieferung seinen Verletzungen erlegen. <box>891 316 1354 426</box>
table-cell: 161¾ G <box>1066 2126 1106 2139</box>
article-paragraph: w. Oppeln, 27. März. Ein großer Brand brach heute Nacht in dem Franz Wanjurafischen Dampfsägewerk auf der Sternfrage aus. Das Dampfsägewerk brannte bis auf die Umfassungsmauern nieder. Die Dampfmaschinenanlage, Maschinen und Vorräte wurden vernichtet. Das Feuer soll von dem Sägewerk liegender großer Holzvorräte. Der Betrieb ist unterbrochen. <box>450 2009 874 2119</box>
table-cell: Rumänien 100 Lei <box>1112 2126 1245 2139</box>
table-cell: + 94,391 <box>1089 1412 1143 1425</box>
column-rule <box>441 44 443 2027</box>
table-cell: 175,425 <box>906 1293 954 1305</box>
table-cell <box>1292 1373 1357 1386</box>
table-header-cell: gegen die Vorwoche <box>1356 1252 1480 1266</box>
table-cell: 173½ G <box>1066 2152 1106 2165</box>
table-cell: + 18,598 <box>1089 1439 1143 1452</box>
table-cell: + 104,243 <box>1082 1426 1143 1439</box>
